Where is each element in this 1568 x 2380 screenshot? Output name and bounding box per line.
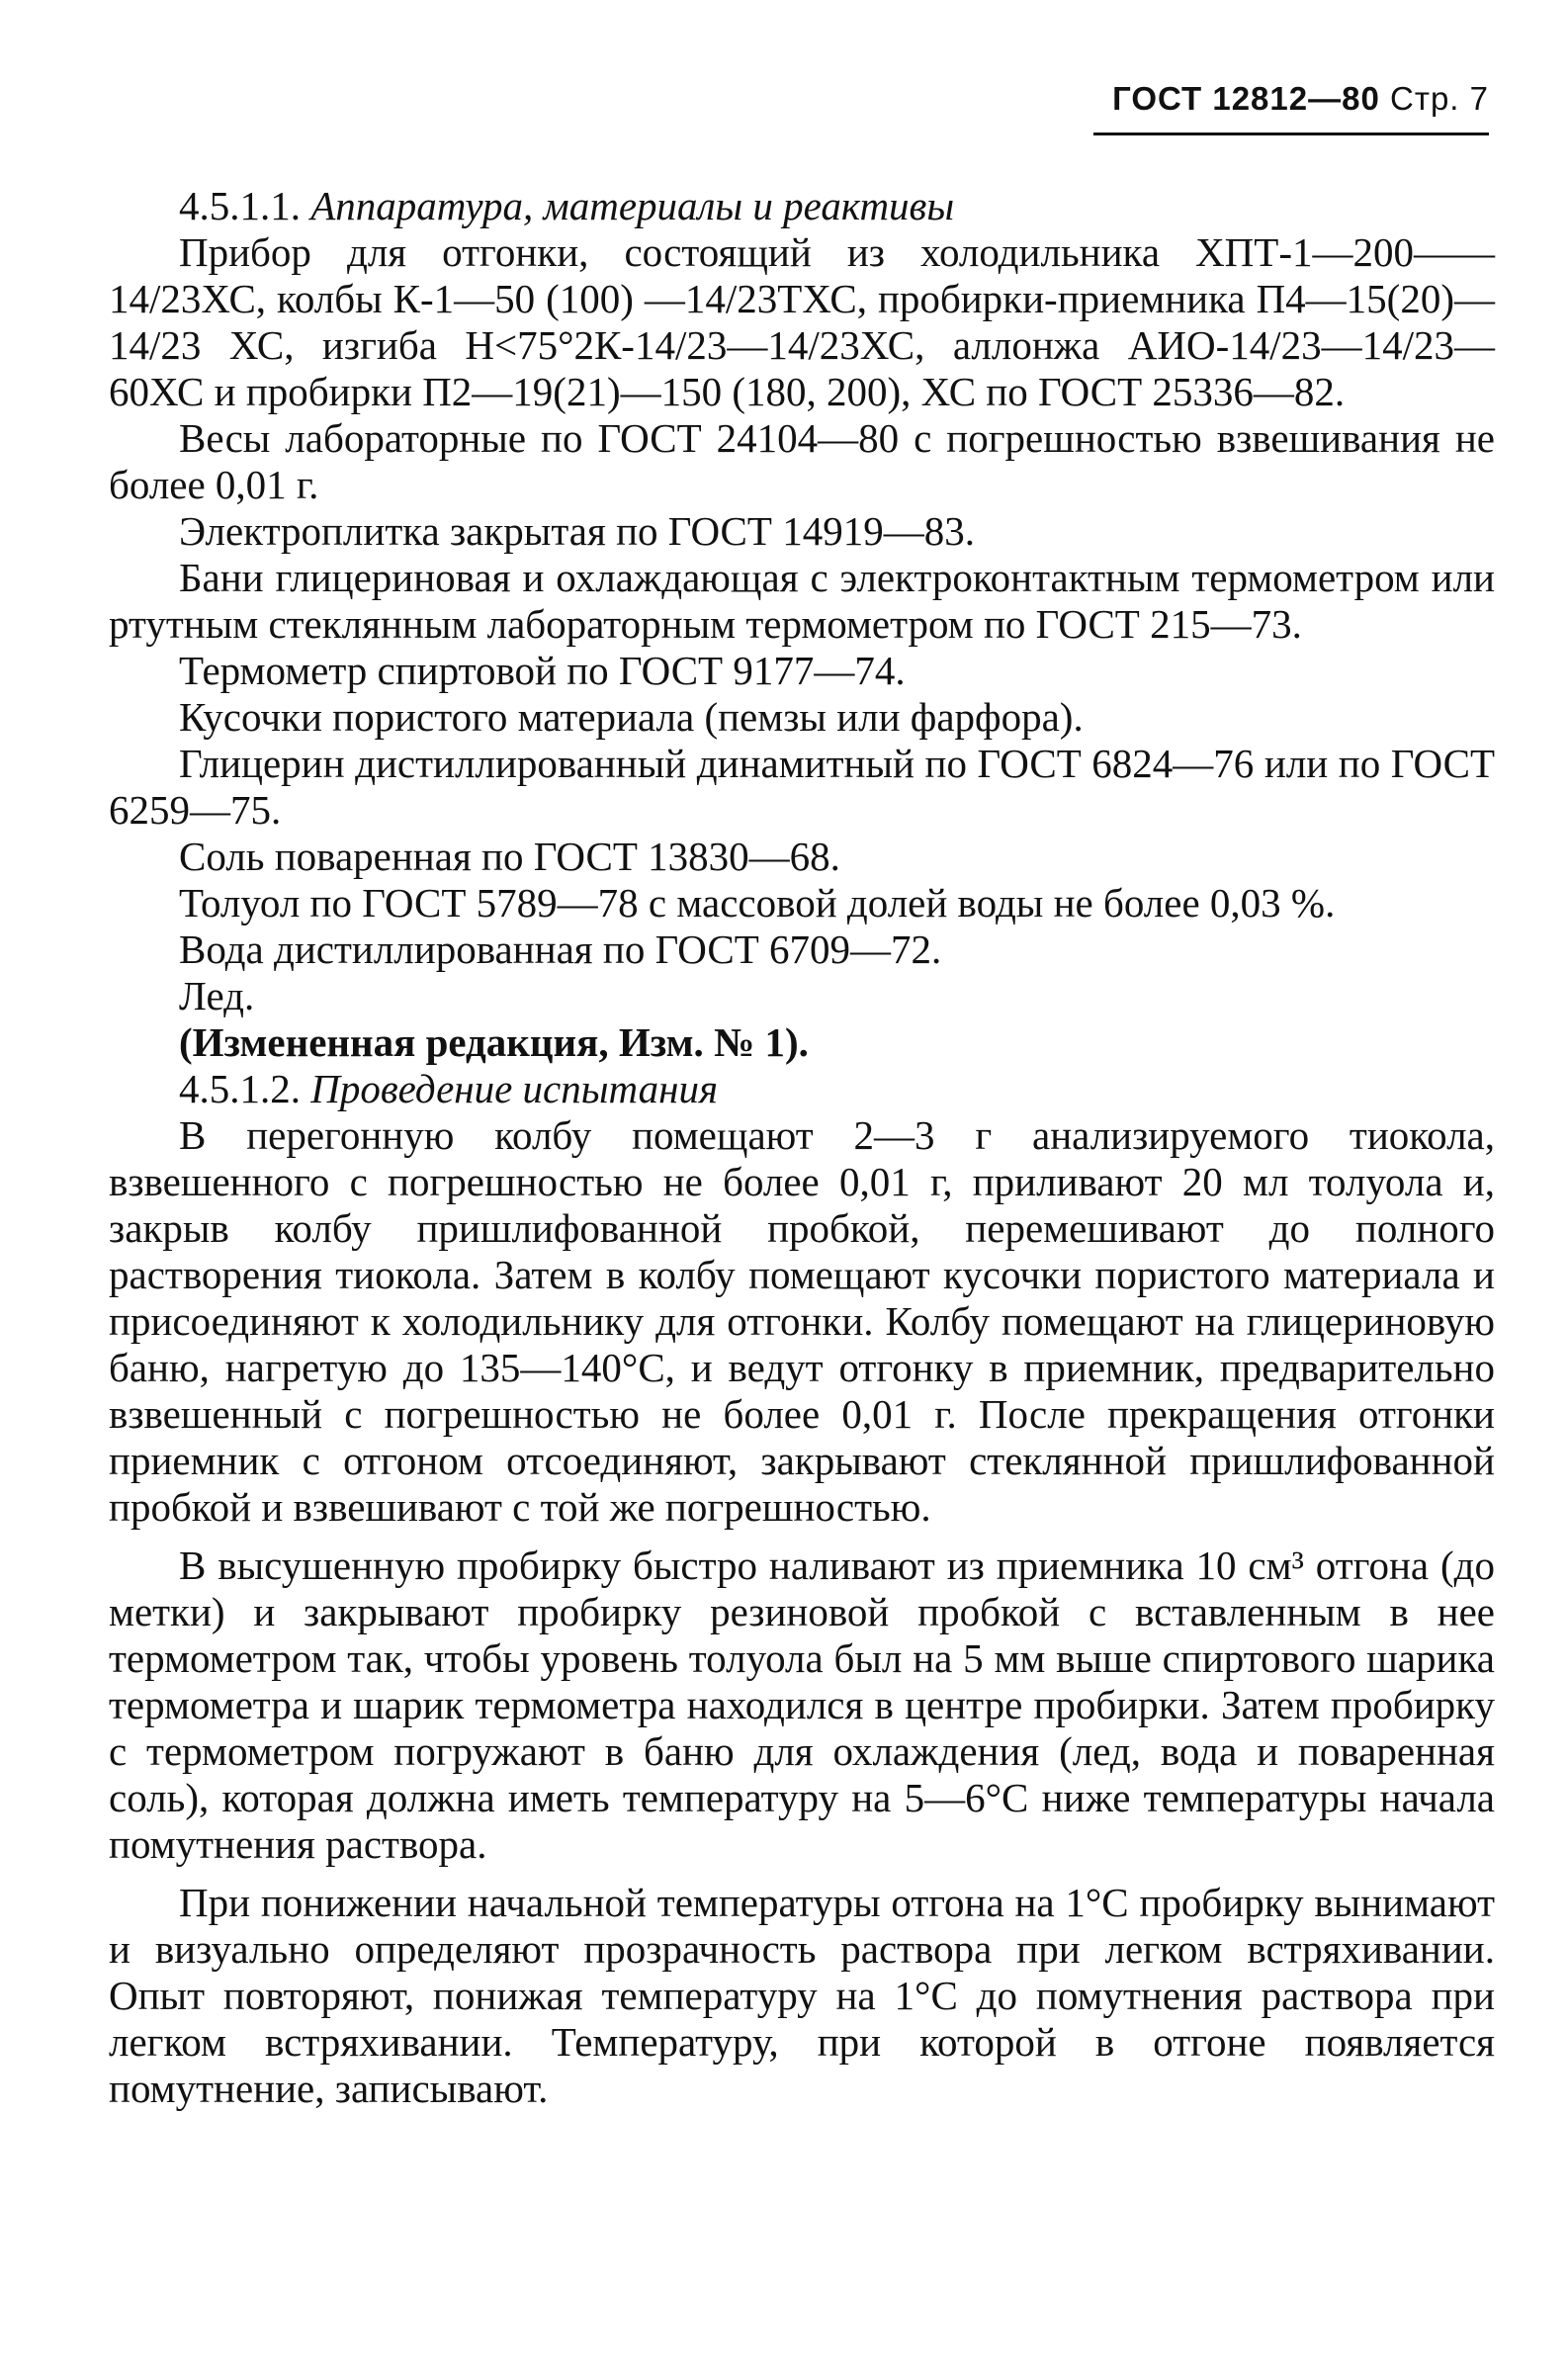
body-paragraph: В высушенную пробирку быстро наливают из приемника 10 см³ отгона (до метки) и закрывают пробирку резиновой пробкой с вставленным в нее термометром так, чтобы уровень толуола был на 5 мм выше спиртового шарика термометра и шарик термометра находился в центре пробирки. Затем пробирку с термометром погружают в баню для охлаждения (лед, вода и поваренная соль), которая должна иметь температуру на 5—6°С ниже температуры начала помутнения раствора. (109, 1543, 1495, 1867)
amendment-note: (Измененная редакция, Изм. № 1). (179, 1019, 809, 1065)
list-item: Кусочки пористого материала (пемзы или фарфора). (179, 694, 1084, 740)
list-item: Толуол по ГОСТ 5789—78 с массовой долей воды не более 0,03 %. (179, 880, 1336, 926)
standard-number: ГОСТ 12812—80 (1112, 80, 1380, 117)
document-body (109, 183, 1495, 2112)
section-heading-4-5-1-1 (109, 183, 1495, 229)
list-item: Весы лабораторные по ГОСТ 24104—80 с погрешностью взвешивания не более 0,01 г. (109, 415, 1495, 507)
body-paragraph: При понижении начальной температуры отгона на 1°С пробирку вынимают и визуально определяют прозрачность раствора при легком встряхивании. Опыт повторяют, понижая температуру на 1°С до помутнения раствора при легком встряхивании. Температуру, при которой в отгоне появляется помутнение, записывают. (109, 1880, 1495, 2111)
section-heading-4-5-1-2 (109, 1066, 1495, 1112)
list-item: Соль поваренная по ГОСТ 13830—68. (179, 834, 840, 879)
page-header (1093, 77, 1489, 135)
list-item: Вода дистиллированная по ГОСТ 6709—72. (179, 926, 942, 972)
list-item: Лед. (179, 973, 255, 1018)
section-title: Аппаратура, материалы и реактивы (310, 183, 955, 228)
list-item: Глицерин дистиллированный динамитный по ГОСТ 6824—76 или по ГОСТ 6259—75. (109, 741, 1495, 833)
page-number: Стр. 7 (1390, 80, 1489, 117)
list-item: Прибор для отгонки, состоящий из холодильника ХПТ-1—200——14/23ХС, колбы К-1—50 (100) —14/23ТХС, пробирки-приемника П4—15(20)—14/23 ХС, изгиба Н<75°2К-14/23—14/23ХС, аллонжа АИО-14/23—14/23—60ХС и пробирки П2—19(21)—150 (180, 200), ХС по ГОСТ 25336—82. (109, 229, 1495, 414)
list-item: Термометр спиртовой по ГОСТ 9177—74. (179, 648, 906, 693)
body-paragraph: В перегонную колбу помещают 2—3 г анализируемого тиокола, взвешенного с погрешностью не более 0,01 г, приливают 20 мл толуола и, закрыв колбу пришлифованной пробкой, перемешивают до полного растворения тиокола. Затем в колбу помещают кусочки пористого материала и присоединяют к холодильнику для отгонки. Колбу помещают на глицериновую баню, нагретую до 135—140°С, и ведут отгонку в приемник, предварительно взвешенный с погрешностью не более 0,01 г. После прекращения отгонки приемник с отгоном отсоединяют, закрывают стеклянной пришлифованной пробкой и взвешивают с той же погрешностью. (109, 1112, 1495, 1530)
section-number: 4.5.1.2. (179, 1066, 301, 1111)
list-item: Электроплитка закрытая по ГОСТ 14919—83. (179, 508, 975, 554)
section-number: 4.5.1.1. (179, 183, 301, 228)
list-item: Бани глицериновая и охлаждающая с электроконтактным термометром или ртутным стеклянным лабораторным термометром по ГОСТ 215—73. (109, 555, 1495, 647)
section-title: Проведение испытания (310, 1066, 719, 1111)
